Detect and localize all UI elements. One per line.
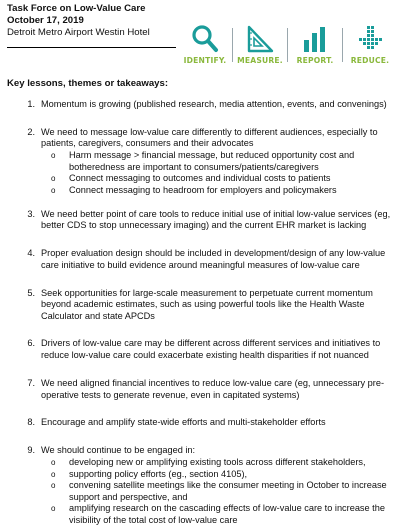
- list-item-number: 6.: [27, 338, 35, 349]
- sub-list: [41, 150, 395, 196]
- bullet-icon: o: [51, 185, 56, 195]
- sub-list-item-text: Connect messaging to headroom for employers and policymakers: [69, 184, 337, 195]
- document-location: Detroit Metro Airport Westin Hotel: [7, 27, 150, 38]
- list-item-text: We need better point of care tools to reduce initial use of initial low-value services (eg, better CDS to stop unnecessary imaging) and the current EHR market is lacking: [41, 208, 391, 231]
- sub-list-item-text: developing new or amplifying existing tools across different stakeholders,: [69, 456, 366, 467]
- logo-measure: [233, 22, 287, 70]
- list-item-number: 9.: [27, 445, 35, 456]
- sub-list-item: [41, 469, 395, 481]
- list-item: [7, 338, 395, 361]
- sub-list-item-text: Harm message > financial message, but reduced opportunity cost and botheredness are important to consumers/patients/caregivers: [69, 149, 355, 172]
- header-rule: [7, 47, 176, 48]
- logo-identify: [178, 22, 232, 70]
- list-item-number: 1.: [27, 99, 35, 109]
- sub-list-item-text: convening satellite meetings like the consumer meeting in October to increase support and perspective, and: [69, 480, 387, 502]
- logo-reduce: [343, 22, 397, 70]
- list-item-number: 5.: [27, 287, 35, 298]
- triangle-ruler-icon: [246, 24, 274, 54]
- list-item-text: Momentum is growing (published research, media attention, events, and convenings): [41, 99, 387, 109]
- dotted-arrow-down-icon: [356, 24, 384, 54]
- bullet-icon: o: [51, 481, 56, 491]
- list-item-number: 8.: [27, 417, 35, 428]
- logo-label: REPORT.: [296, 56, 334, 65]
- bullet-icon: o: [51, 457, 56, 467]
- sub-list-item-text: Connect messaging to outcomes and individual costs to patients: [69, 173, 331, 184]
- list-item: [7, 99, 395, 111]
- sub-list: [41, 457, 395, 527]
- takeaways-list: [7, 99, 395, 526]
- list-item: [7, 445, 395, 526]
- list-item-number: 4.: [27, 248, 35, 259]
- list-item: [7, 127, 395, 197]
- bullet-icon: o: [51, 504, 56, 514]
- sub-list-item-text: amplifying research on the cascading effects of low-value care to increase the visibility of the total cost of low-value care: [69, 503, 385, 525]
- list-item-number: 2.: [27, 126, 35, 137]
- document-title: Task Force on Low-Value Care: [7, 3, 146, 14]
- bullet-icon: o: [51, 469, 56, 479]
- sub-list-item: [41, 503, 395, 526]
- bullet-icon: o: [51, 174, 56, 184]
- list-item-text: Seek opportunities for large-scale measurement to perpetuate current momentum beyond academic estimates, such as using powerful tools like the Health Waste Calculator and state APCDs: [41, 287, 373, 321]
- list-item: [7, 417, 395, 429]
- document-header: [7, 3, 150, 39]
- sub-list-item: [41, 457, 395, 469]
- logo-label: IDENTIFY.: [183, 56, 227, 65]
- sub-list-item: [41, 185, 395, 197]
- list-item-text: Drivers of low-value care may be different across different services and initiatives to reduce low-value care could exacerbate existing health disparities if not nuanced: [41, 338, 381, 361]
- list-item-text: Encourage and amplify state-wide efforts and multi-stakeholder efforts: [41, 417, 326, 428]
- list-item: [7, 378, 395, 401]
- logo-label: MEASURE.: [237, 56, 283, 65]
- list-item-text: We need to message low-value care differently to different audiences, especially to patients, caregivers, consumers and their advocates: [41, 126, 378, 149]
- logo-label: REDUCE.: [350, 56, 390, 65]
- logo-banner: [178, 22, 394, 70]
- sub-list-item: [41, 480, 395, 503]
- list-item-text: We need aligned financial incentives to reduce low-value care (eg, unnecessary pre-operative tests to generate revenue, even in capitated systems): [41, 377, 385, 400]
- magnifier-icon: [191, 24, 219, 54]
- list-item-number: 3.: [27, 208, 35, 219]
- sub-list-item-text: supporting policy efforts (eg., section 4105),: [69, 468, 248, 479]
- list-item: [7, 248, 395, 271]
- sub-list-item: [41, 173, 395, 185]
- section-title: Key lessons, themes or takeaways:: [7, 78, 169, 89]
- logo-report: [288, 22, 342, 70]
- list-item: [7, 288, 395, 323]
- bar-chart-icon: [301, 24, 329, 54]
- list-item-text: We should continue to be engaged in:: [41, 445, 196, 456]
- list-item-text: Proper evaluation design should be included in development/design of any low-value care initiative to build evidence around meaningful measures of low-value care: [41, 248, 386, 270]
- list-item: [7, 209, 395, 232]
- bullet-icon: o: [51, 150, 56, 160]
- sub-list-item: [41, 150, 395, 173]
- document-date: October 17, 2019: [7, 15, 84, 26]
- list-item-number: 7.: [27, 377, 35, 388]
